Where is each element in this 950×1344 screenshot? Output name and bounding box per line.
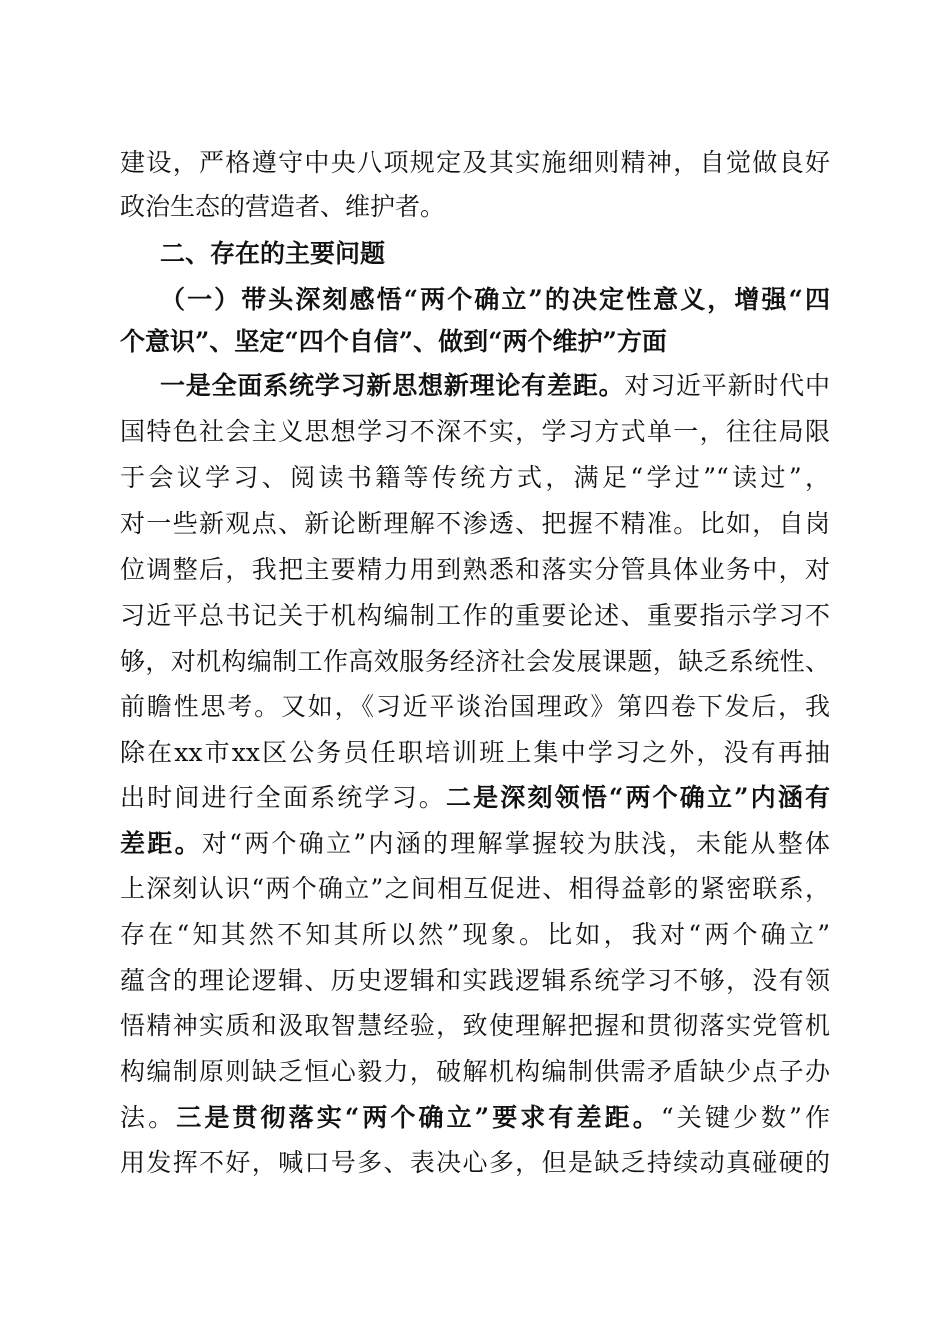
paragraph-line-6: 习近平总书记关于机构编制工作的重要论述、重要指示学习不	[120, 601, 830, 630]
key-point-3: 三是贯彻落实“两个确立”要求有差距。	[176, 1103, 661, 1132]
paragraph-line-8: 前瞻性思考。又如，《习近平谈治国理政》第四卷下发后，我	[120, 692, 830, 721]
paragraph-line-12: 上深刻认识“两个确立”之间相互促进、相得益彰的紧密联系，	[120, 874, 830, 903]
key-point-2-end: 差距。	[120, 829, 202, 858]
paragraph-line-10	[120, 776, 830, 820]
paragraph-line-3: 于会议学习、阅读书籍等传统方式，满足“学过”“读过”，	[120, 463, 830, 492]
paragraph-line-17	[120, 1096, 830, 1140]
paragraph-line-7: 够，对机构编制工作高效服务经济社会发展课题，缺乏系统性、	[120, 647, 830, 676]
paragraph-line-5: 位调整后，我把主要精力用到熟悉和落实分管具体业务中，对	[120, 555, 830, 584]
paragraph-line-15: 悟精神实质和汲取智慧经验，致使理解把握和贯彻落实党管机	[120, 1011, 830, 1040]
paragraph-text: 对习近平新时代中	[624, 371, 830, 400]
paragraph-text: 出时间进行全面系统学习。	[120, 783, 446, 812]
paragraph-line-14: 蕴含的理论逻辑、历史逻辑和实践逻辑系统学习不够，没有领	[120, 966, 830, 995]
key-point-2: 二是深刻领悟“两个确立”内涵有	[445, 783, 830, 812]
paragraph-line-18: 用发挥不好，喊口号多、表决心多，但是缺乏持续动真碰硬的	[120, 1148, 830, 1177]
subsection-title-line-1: （一）带头深刻感悟“两个确立”的决定性意义，增强“四	[160, 285, 830, 314]
paragraph-line-16: 构编制原则缺乏恒心毅力，破解机构编制供需矛盾缺少点子办	[120, 1057, 830, 1086]
key-point-1: 一是全面系统学习新思想新理论有差距。	[160, 371, 625, 400]
continuation-line-2: 政治生态的营造者、维护者。	[120, 192, 446, 221]
paragraph-text: 对“两个确立”内涵的理解掌握较为肤浅，未能从整体	[201, 829, 830, 858]
paragraph-line-2: 国特色社会主义思想学习不深不实，学习方式单一，往往局限	[120, 417, 830, 446]
paragraph-line-1	[160, 364, 830, 408]
section-heading: 二、存在的主要问题	[160, 239, 386, 268]
paragraph-line-4: 对一些新观点、新论断理解不渗透、把握不精准。比如，自岗	[120, 509, 830, 538]
subsection-title-line-2: 个意识”、坚定“四个自信”、做到“两个维护”方面	[120, 327, 667, 356]
paragraph-text: 法。	[120, 1103, 177, 1132]
paragraph-text: “关键少数”作	[660, 1103, 831, 1132]
continuation-line-1: 建设，严格遵守中央八项规定及其实施细则精神，自觉做良好	[120, 148, 830, 177]
paragraph-line-9: 除在xx市xx区公务员任职培训班上集中学习之外，没有再抽	[120, 738, 830, 767]
paragraph-line-13: 存在“知其然不知其所以然”现象。比如，我对“两个确立”	[120, 920, 830, 949]
paragraph-line-11	[120, 822, 830, 866]
